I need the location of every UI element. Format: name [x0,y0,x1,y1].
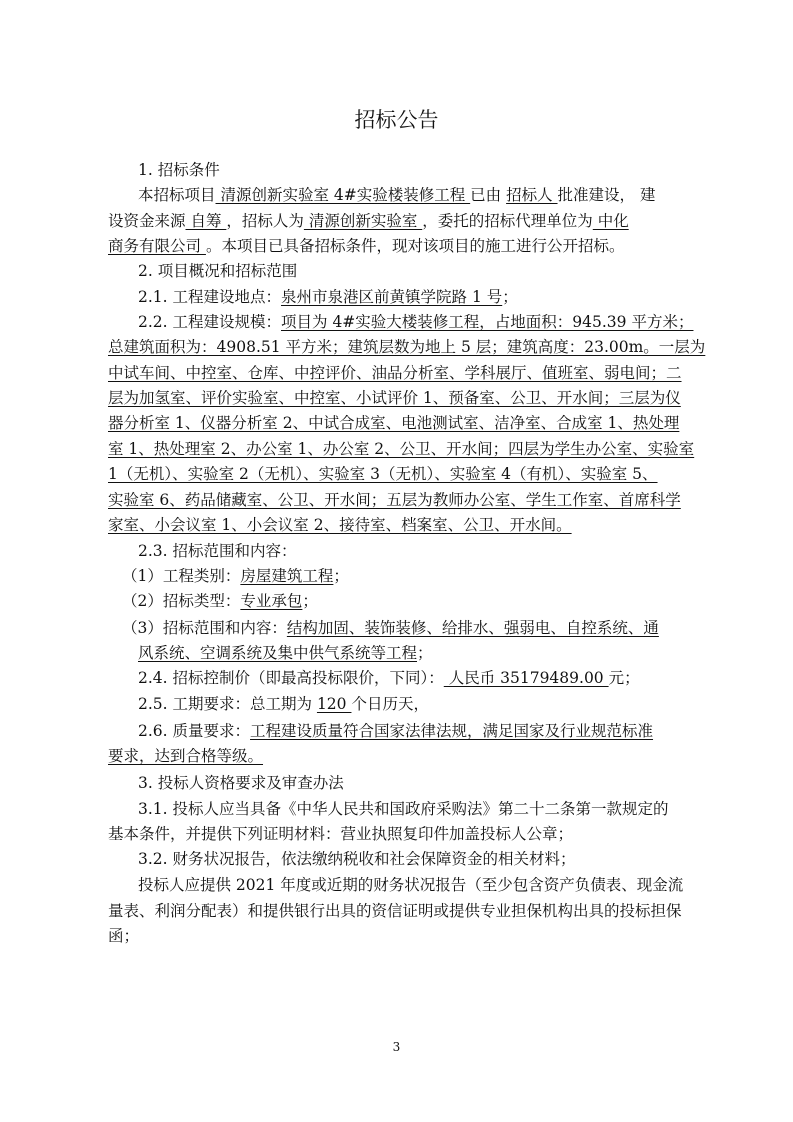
text-segment: ； [502,288,518,306]
filled-field-text: 泉州市泉港区前黄镇学院路 1 号 [281,288,503,306]
filled-field-text: 风系统、空调系统及集中供气系统等工程 [138,644,418,662]
paragraph-line [138,875,702,895]
text-segment: ； [302,592,318,610]
paragraph-line [108,824,702,844]
paragraph-line [138,261,702,281]
paragraph-line [108,464,702,484]
text-segment: 3.2. 财务状况报告，依法缴纳税收和社会保障资金的相关材料； [138,850,576,868]
text-segment: 。本项目已具备招标条件，现对该项目的施工进行公开招标。 [205,237,625,255]
text-segment: 投标人应提供 2021 年度或近期的财务状况报告（至少包含资产负债表、现金流 [138,876,684,894]
paragraph-line [108,901,702,921]
filled-field-text: 层为加氢室、评价实验室、中控室、小试评价 1、预备室、公卫、开水间；三层为仪 [108,389,681,407]
filled-field-text: 招标人 [506,186,558,204]
filled-field-text: 工程建设质量符合国家法律法规，满足国家及行业规范标准 [250,722,654,740]
paragraph-line [138,160,702,180]
text-segment: 2.6. 质量要求： [138,722,251,740]
paragraph-line [108,413,702,433]
filled-field-text: 中化 [592,212,629,230]
text-segment: 本招标项目 [138,186,216,204]
filled-field-text: 器分析室 1、仪器分析室 2、中试合成室、电池测试室、洁净室、合成室 1、热处理 [108,414,680,432]
filled-field-text: 专业承包 [240,592,303,610]
filled-field-text: 总建筑面积为：4908.51 平方米；建筑层数为地上 5 层；建筑高度：23.00m。一层为 [108,338,706,356]
paragraph-line [108,337,706,357]
filled-field-text: 要求，达到合格等级。 [108,747,264,765]
filled-field-text: 清源创新实验室 [303,212,423,230]
paragraph-line [108,746,702,766]
text-segment: 2.3. 招标范围和内容： [138,542,297,560]
text-segment: 函； [108,927,140,945]
paragraph-line [108,388,702,408]
filled-field-text: 商务有限公司 [108,237,206,255]
filled-field-text: 人民币 35179489.00 [443,669,609,687]
text-segment: 2.5. 工期要求：总工期为 [138,695,317,713]
text-segment: 批准建设， 建 [557,186,656,204]
text-segment: ，委托的招标代理单位为 [422,212,593,230]
paragraph-line [138,694,702,714]
paragraph-line [108,211,702,231]
filled-field-text: 家室、小会议室 1、小会议室 2、接待室、档案室、公卫、开水间。 [108,516,572,534]
paragraph-line [108,926,702,946]
text-segment: （1）工程类别： [122,567,241,585]
text-segment: 设资金来源 [108,212,186,230]
text-segment: ； [417,644,433,662]
text-segment: 基本条件，并提供下列证明材料：营业执照复印件加盖投标人公章； [108,825,574,843]
document-title: 招标公告 [354,108,439,132]
filled-field-text: 项目为 4#实验大楼装修工程，占地面积：945.39 平方米； [281,313,694,331]
paragraph-line [108,490,702,510]
paragraph-line [108,363,702,383]
text-segment: ，招标人为 [226,212,304,230]
filled-field-text: 1（无机）、实验室 2（无机）、实验室 3（无机）、实验室 4（有机）、实验室 5、 [108,465,658,483]
filled-field-text: 实验室 6、药品储藏室、公卫、开水间；五层为教师办公室、学生工作室、首席科学 [108,491,681,509]
paragraph-line [138,541,702,561]
page-number: 3 [392,1040,401,1054]
filled-field-text: 自筹 [185,212,227,230]
filled-field-text: 结构加固、装饰装修、给排水、强弱电、自控系统、通 [286,619,659,637]
paragraph-line [122,618,702,638]
text-segment: 2.4. 招标控制价（即最高投标限价，下同）： [138,669,444,687]
text-segment: 个日历天， [351,695,429,713]
text-segment: 2.1. 工程建设地点： [138,288,282,306]
paragraph-line [138,185,702,205]
text-segment: 1. 招标条件 [138,161,220,179]
filled-field-text: 室 1、热处理室 2、办公室 1、办公室 2、公卫、开水间；四层为学生办公室、实验室 [108,440,695,458]
paragraph-line [138,668,702,688]
paragraph-line [138,849,702,869]
text-segment: （2）招标类型： [122,592,241,610]
paragraph-line [122,566,702,586]
text-segment: （3）招标范围和内容： [122,619,287,637]
text-segment: 2. 项目概况和招标范围 [138,262,298,280]
paragraph-line [108,515,702,535]
paragraph-line [138,721,702,741]
paragraph-line [138,773,702,793]
text-segment: 元； [608,669,640,687]
filled-field-text: 120 [316,695,352,713]
paragraph-line [138,312,702,332]
text-segment: 已由 [470,186,507,204]
text-segment: 2.2. 工程建设规模： [138,313,282,331]
paragraph-line [108,236,702,256]
filled-field-text: 房屋建筑工程 [240,567,334,585]
text-segment: ； [333,567,349,585]
filled-field-text: 清源创新实验室 4#实验楼装修工程 [215,186,471,204]
text-segment: 3. 投标人资格要求及审查办法 [138,774,344,792]
paragraph-line [122,591,702,611]
paragraph-line [138,799,702,819]
paragraph-line [138,287,702,307]
text-segment: 量表、利润分配表）和提供银行出具的资信证明或提供专业担保机构出具的投标担保 [108,902,682,920]
filled-field-text: 中试车间、中控室、仓库、中控评价、油品分析室、学科展厅、值班室、弱电间；二 [108,364,682,382]
text-segment: 3.1. 投标人应当具备《中华人民共和国政府采购法》第二十二条第一款规定的 [138,800,669,818]
paragraph-line [138,643,702,663]
paragraph-line [108,439,702,459]
